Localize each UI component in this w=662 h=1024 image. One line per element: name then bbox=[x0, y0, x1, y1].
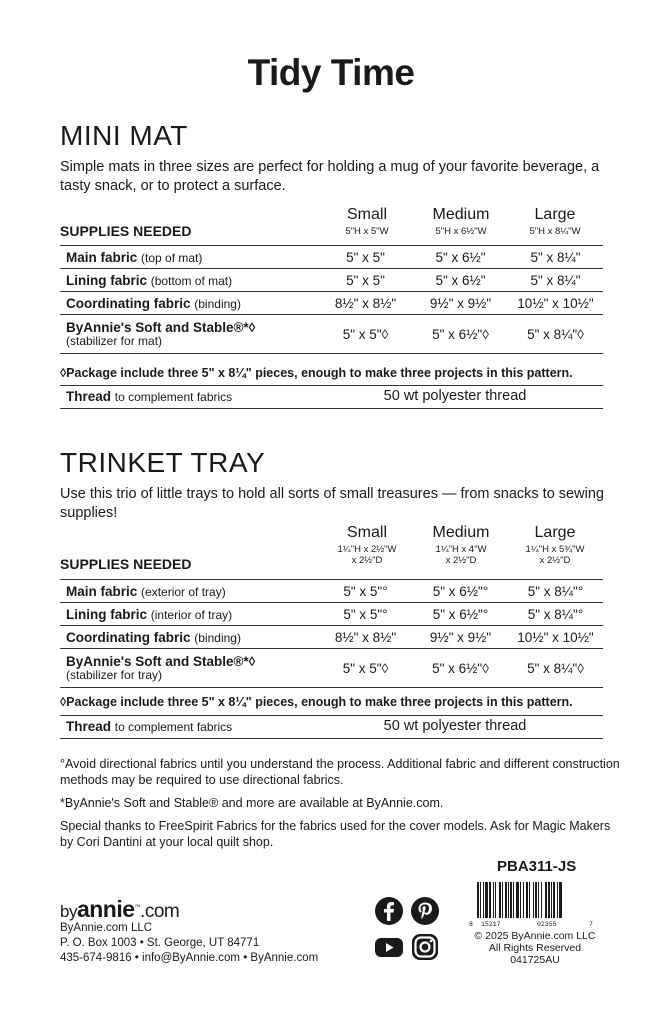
thread-name: Thread bbox=[66, 719, 112, 734]
supply-name: ByAnnie's Soft and Stable®*◊ bbox=[66, 654, 256, 669]
size-label: Small bbox=[346, 524, 387, 541]
mini-mat-supplies-table bbox=[60, 245, 603, 354]
table-row bbox=[60, 269, 603, 292]
value-large: 5" x 8¼"◊ bbox=[508, 315, 603, 354]
mini-mat-heading: MINI MAT bbox=[60, 120, 188, 151]
supply-detail: (stabilizer for tray) bbox=[66, 668, 163, 682]
package-note: ◊Package include three 5" x 8¼" pieces, enough to make three projects in this pattern. bbox=[60, 695, 573, 709]
trinket-tray-col-large bbox=[495, 524, 615, 566]
barcode-bar bbox=[513, 882, 514, 918]
barcode-bar bbox=[485, 882, 488, 918]
copyright-block bbox=[470, 930, 600, 966]
value-medium: 5" x 6½"◊ bbox=[413, 649, 508, 688]
barcode-bar bbox=[520, 882, 521, 918]
value-large: 5" x 8¼"° bbox=[508, 603, 603, 626]
barcode-bar bbox=[523, 882, 524, 918]
supply-name: Lining fabric bbox=[66, 272, 147, 288]
barcode-digit-right: 7 bbox=[589, 921, 593, 928]
package-note: ◊Package include three 5" x 8¼" pieces, enough to make three projects in this pattern. bbox=[60, 366, 573, 380]
barcode-bar bbox=[499, 882, 501, 918]
size-label: Large bbox=[534, 206, 576, 223]
trinket-tray-intro: Use this trio of little trays to hold all sorts of small treasures — from snacks to sewing supplies! bbox=[60, 486, 604, 521]
value-large: 10½" x 10½" bbox=[508, 626, 603, 649]
size-dims: 1¼"H x 2½"W bbox=[337, 544, 397, 555]
table-row bbox=[60, 626, 603, 649]
mailing-address: P. O. Box 1003 • St. George, UT 84771 bbox=[60, 937, 260, 949]
size-dims: 1¼"H x 5¾"W bbox=[525, 544, 585, 555]
thread-detail: to complement fabrics bbox=[114, 390, 233, 404]
copyright-line: © 2025 ByAnnie.com LLC bbox=[474, 930, 596, 942]
barcode-bar bbox=[533, 882, 534, 918]
size-dims: x 2½"D bbox=[445, 555, 477, 566]
value-large: 5" x 8¼" bbox=[508, 269, 603, 292]
barcode-bar bbox=[541, 882, 542, 918]
table-row bbox=[60, 246, 603, 269]
contact-line: 435-674-9816 • info@ByAnnie.com • ByAnnie.com bbox=[60, 952, 319, 964]
value-large: 5" x 8¼" bbox=[508, 246, 603, 269]
trinket-tray-heading: TRINKET TRAY bbox=[60, 447, 266, 478]
thread-row bbox=[60, 715, 603, 739]
size-dims: x 2½"D bbox=[351, 555, 383, 566]
size-label: Large bbox=[534, 524, 576, 541]
value-medium: 5" x 6½" bbox=[413, 269, 508, 292]
barcode-bar bbox=[480, 882, 481, 918]
supply-name: Main fabric bbox=[66, 583, 138, 599]
barcode-digit-left: 8 bbox=[469, 921, 473, 928]
rights-line: All Rights Reserved bbox=[488, 942, 582, 954]
thread-value: 50 wt polyester thread bbox=[383, 388, 527, 404]
mini-mat-intro: Simple mats in three sizes are perfect for holding a mug of your favorite beverage, a tasty snack, or to protect a surface. bbox=[60, 159, 600, 194]
value-small: 5" x 5"◊ bbox=[318, 315, 413, 354]
barcode-digits-group2: 02355 bbox=[537, 921, 557, 928]
facebook-icon[interactable] bbox=[374, 896, 404, 926]
size-dims: 5"H x 5"W bbox=[345, 226, 389, 237]
barcode-bar bbox=[559, 882, 562, 918]
thread-value: 50 wt polyester thread bbox=[383, 718, 527, 734]
page-title: Tidy Time bbox=[247, 52, 415, 93]
supply-detail: (top of mat) bbox=[141, 250, 203, 265]
size-dims: x 2½"D bbox=[539, 555, 571, 566]
supply-detail: (binding) bbox=[194, 630, 241, 645]
company-name: ByAnnie.com LLC bbox=[60, 922, 153, 934]
footnote-directional: °Avoid directional fabrics until you understand the process. Additional fabric and different construction methods may be required to use directional fabrics. bbox=[60, 757, 620, 787]
value-small: 5" x 5"◊ bbox=[318, 649, 413, 688]
barcode-bar bbox=[538, 882, 539, 918]
trinket-tray-supplies-table bbox=[60, 579, 603, 688]
value-medium: 5" x 6½"° bbox=[413, 603, 508, 626]
pinterest-icon[interactable] bbox=[410, 896, 440, 926]
value-small: 8½" x 8½" bbox=[318, 626, 413, 649]
supply-detail: (bottom of mat) bbox=[150, 273, 233, 288]
thread-detail: to complement fabrics bbox=[114, 720, 233, 734]
thread-row bbox=[60, 385, 603, 409]
company-address bbox=[60, 921, 318, 966]
value-large: 5" x 8¼"° bbox=[508, 580, 603, 603]
barcode-bar bbox=[502, 882, 503, 918]
value-medium: 5" x 6½" bbox=[413, 246, 508, 269]
footnote-availability: *ByAnnie's Soft and Stable® and more are available at ByAnnie.com. bbox=[60, 796, 444, 810]
supply-name: Main fabric bbox=[66, 249, 138, 265]
product-sku: PBA311-JS bbox=[497, 858, 577, 875]
value-small: 5" x 5" bbox=[318, 269, 413, 292]
barcode-bar bbox=[529, 882, 530, 918]
supplies-needed-heading: SUPPLIES NEEDED bbox=[60, 223, 192, 239]
table-row bbox=[60, 603, 603, 626]
barcode-bar bbox=[495, 882, 496, 918]
size-dims: 5"H x 8¼"W bbox=[529, 226, 581, 237]
value-medium: 5" x 6½"° bbox=[413, 580, 508, 603]
supply-detail: (stabilizer for mat) bbox=[66, 334, 163, 348]
barcode-bar bbox=[553, 882, 555, 918]
barcode-bar bbox=[493, 882, 494, 918]
value-small: 8½" x 8½" bbox=[318, 292, 413, 315]
table-row bbox=[60, 649, 603, 688]
barcode-bar bbox=[510, 882, 512, 918]
size-label: Medium bbox=[432, 524, 490, 541]
footnote-thanks: Special thanks to FreeSpirit Fabrics for the fabrics used for the cover models. Ask for Magic Makers by Cori Dantini at your local quilt shop. bbox=[60, 819, 611, 849]
value-small: 5" x 5" bbox=[318, 246, 413, 269]
table-row bbox=[60, 315, 603, 354]
size-label: Small bbox=[346, 206, 387, 223]
youtube-icon[interactable] bbox=[374, 932, 404, 962]
supply-detail: (binding) bbox=[194, 296, 241, 311]
supply-name: Coordinating fabric bbox=[66, 629, 191, 645]
barcode-digits-group1: 15217 bbox=[481, 921, 501, 928]
upc-barcode bbox=[467, 880, 597, 928]
barcode-bar bbox=[548, 882, 550, 918]
size-dims: 5"H x 6½"W bbox=[435, 226, 487, 237]
instagram-icon[interactable] bbox=[410, 932, 440, 962]
supply-name: ByAnnie's Soft and Stable®*◊ bbox=[66, 320, 256, 335]
supply-name: Coordinating fabric bbox=[66, 295, 191, 311]
barcode-bar bbox=[505, 882, 507, 918]
supplies-needed-heading: SUPPLIES NEEDED bbox=[60, 556, 192, 572]
barcode-bar bbox=[535, 882, 537, 918]
byannie-logo: byannie™.com bbox=[60, 896, 180, 922]
barcode-bar bbox=[489, 882, 491, 918]
barcode-bar bbox=[483, 882, 484, 918]
table-row bbox=[60, 580, 603, 603]
table-row bbox=[60, 292, 603, 315]
supply-name: Lining fabric bbox=[66, 606, 147, 622]
size-dims: 1¼"H x 4"W bbox=[435, 544, 487, 555]
barcode-bar bbox=[557, 882, 558, 918]
value-large: 5" x 8¼"◊ bbox=[508, 649, 603, 688]
value-medium: 9½" x 9½" bbox=[413, 292, 508, 315]
value-large: 10½" x 10½" bbox=[508, 292, 603, 315]
thread-name: Thread bbox=[66, 389, 112, 404]
value-small: 5" x 5"° bbox=[318, 580, 413, 603]
supply-detail: (interior of tray) bbox=[150, 607, 233, 622]
barcode-bar bbox=[545, 882, 547, 918]
mini-mat-col-large bbox=[495, 206, 615, 237]
value-small: 5" x 5"° bbox=[318, 603, 413, 626]
size-label: Medium bbox=[432, 206, 490, 223]
barcode-bar bbox=[551, 882, 552, 918]
barcode-bar bbox=[526, 882, 528, 918]
barcode-bar bbox=[516, 882, 519, 918]
value-medium: 9½" x 9½" bbox=[413, 626, 508, 649]
print-code: 041725AU bbox=[510, 954, 560, 966]
barcode-bar bbox=[477, 882, 479, 918]
supply-detail: (exterior of tray) bbox=[141, 584, 226, 599]
value-medium: 5" x 6½"◊ bbox=[413, 315, 508, 354]
barcode-bar bbox=[508, 882, 509, 918]
